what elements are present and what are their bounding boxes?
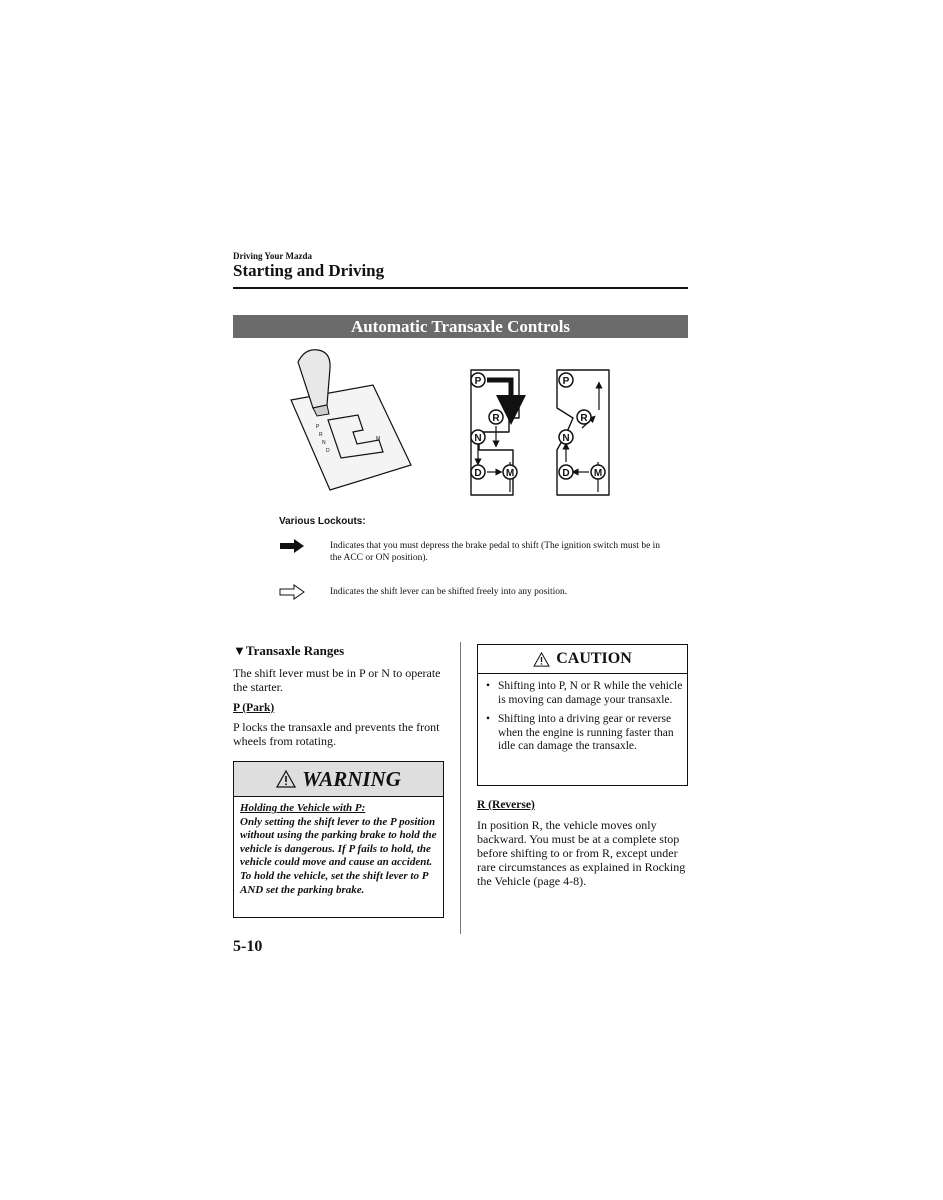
warning-header [234, 762, 443, 797]
caution-list [484, 680, 684, 760]
caution-item: • Shifting into P, N or R while the vehicle is moving can damage your transaxle. [484, 680, 684, 707]
park-text: P locks the transaxle and prevents the front wheels from rotating. [233, 720, 440, 748]
warning-text: Only setting the shift lever to the P position without using the parking brake to hold the vehicle is dangerous. If P fails to hold, the vehicle could move and cause an accident. To hold the vehicle, set the shift lever to P AND set the parking brake. [240, 815, 437, 896]
svg-text:D: D [474, 468, 482, 479]
svg-text:R: R [492, 413, 500, 424]
page-title: Starting and Driving [233, 261, 385, 280]
caution-item: • Shifting into a driving gear or reverse when the engine is running faster than idle can damage the transaxle. [484, 713, 684, 754]
solid-arrow-icon [279, 538, 305, 554]
section-label: Driving Your Mazda [233, 251, 313, 261]
console-label-d: D [326, 448, 330, 454]
shift-lever-illustration [233, 340, 688, 510]
warning-box [233, 761, 444, 918]
ranges-intro: The shift lever must be in P or N to operate the starter. [233, 666, 441, 694]
svg-text:P: P [562, 376, 570, 387]
lockout-desc-solid: Indicates that you must depress the brake pedal to shift (The ignition switch must be in the ACC or ON position). [330, 541, 661, 563]
warning-title: WARNING [302, 766, 401, 791]
caution-title: CAUTION [556, 650, 632, 667]
console-label-n: N [322, 440, 326, 446]
title-divider [233, 287, 688, 289]
caution-icon [533, 652, 550, 667]
column-divider [460, 642, 461, 934]
lockouts-title: Various Lockouts: [279, 516, 366, 527]
console-label-r: R [319, 432, 323, 438]
page-number: 5-10 [233, 938, 263, 955]
lockout-desc-outline: Indicates the shift lever can be shifted freely into any position. [330, 587, 568, 597]
park-heading: P (Park) [233, 702, 275, 714]
warning-body [240, 802, 440, 897]
svg-text:P: P [474, 376, 482, 387]
console-label-m: M [376, 436, 381, 442]
warning-icon [276, 770, 296, 788]
caution-box [477, 644, 688, 786]
svg-text:N: N [562, 433, 570, 444]
caution-header [478, 645, 687, 674]
reverse-heading: R (Reverse) [477, 799, 535, 811]
svg-text:R: R [580, 413, 588, 424]
gate-diagram-free [557, 370, 609, 495]
transaxle-ranges-heading: ▼Transaxle Ranges [233, 643, 345, 658]
outline-arrow-icon [279, 584, 305, 600]
shift-console [291, 385, 411, 490]
section-banner: Automatic Transaxle Controls [233, 315, 688, 338]
svg-text:D: D [562, 468, 570, 479]
gate-diagram-locked [471, 370, 519, 495]
reverse-text: In position R, the vehicle moves only backward. You must be at a complete stop before shifting to or from R, except under rare circumstances as explained in Rocking the Vehicle (page 4-8). [477, 818, 686, 888]
svg-text:N: N [474, 433, 482, 444]
svg-text:M: M [593, 468, 603, 479]
warning-subheading: Holding the Vehicle with P: [240, 802, 366, 814]
svg-text:M: M [505, 468, 515, 479]
console-label-p: P [316, 424, 320, 430]
